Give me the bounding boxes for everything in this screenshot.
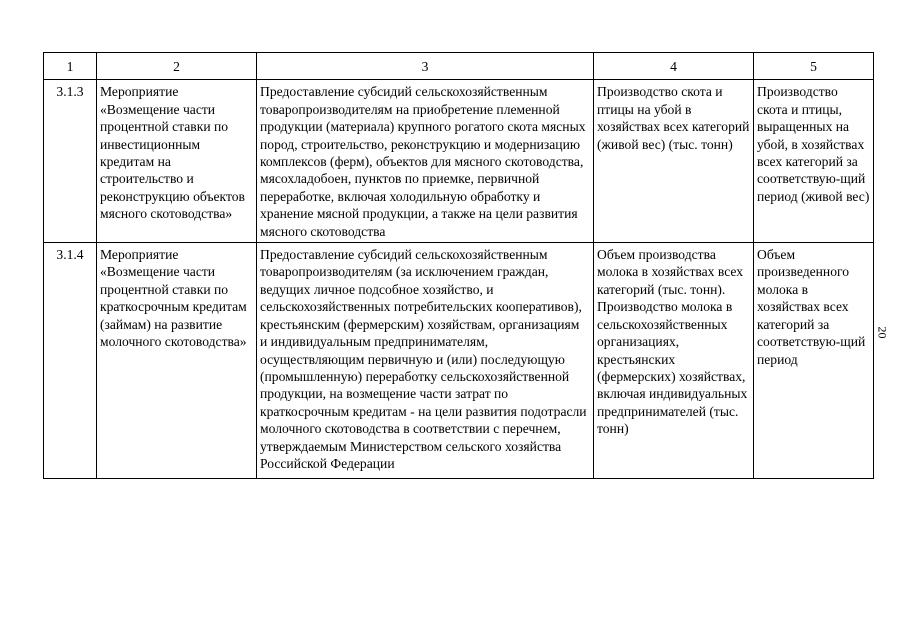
program-table [43, 52, 874, 479]
column-header-5: 5 [754, 53, 874, 80]
row-number: 3.1.4 [44, 243, 97, 479]
event-description: Предоставление субсидий сельскохозяйственным товаропроизводителям (за исключением граждан, ведущих личное подсобное хозяйство, и сельскохозяйственных потребительских кооперативов), крестьянским (фермерским) хозяйствам, организациям и индивидуальным предпринимателям, осуществляющим первичную и (или) последующую (промышленную) переработку сельскохозяйственной продукции, на возмещение части затрат по краткосрочным кредитам - на цели развития подотрасли молочного скотоводства в соответствии с перечнем, утверждаемым Министерством сельского хозяйства Российской Федерации [257, 243, 594, 479]
event-name: Мероприятие «Возмещение части процентной ставки по инвестиционным кредитам на строительство и реконструкцию объектов мясного скотоводства» [97, 80, 257, 243]
event-name: Мероприятие «Возмещение части процентной ставки по краткосрочным кредитам (займам) на развитие молочного скотоводства» [97, 243, 257, 479]
column-header-1: 1 [44, 53, 97, 80]
event-indicator: Объем производства молока в хозяйствах всех категорий (тыс. тонн). Производство молока в сельскохозяйственных организациях, крестьянских (фермерских) хозяйствах, включая индивидуальных предпринимателей (тыс. тонн) [594, 243, 754, 479]
column-header-2: 2 [97, 53, 257, 80]
column-header-4: 4 [594, 53, 754, 80]
event-indicator: Производство скота и птицы на убой в хозяйствах всех категорий (живой вес) (тыс. тонн) [594, 80, 754, 243]
table-row [44, 80, 874, 243]
row-number: 3.1.3 [44, 80, 97, 243]
table-header-row [44, 53, 874, 80]
event-result: Объем произведенного молока в хозяйствах всех категорий за соответствую-щий период [754, 243, 874, 479]
column-header-3: 3 [257, 53, 594, 80]
event-description: Предоставление субсидий сельскохозяйственным товаропроизводителям на приобретение племенной продукции (материала) крупного рогатого скота мясных пород, строительство, реконструкцию и модернизацию комплексов (ферм), объектов для мясного скотоводства, мясохладобоен, пунктов по приемке, первичной переработке, включая холодильную обработку и хранение мясной продукции, а также на цели развития мясного скотоводства [257, 80, 594, 243]
page-number: 20 [875, 326, 890, 339]
event-result: Производство скота и птицы, выращенных на убой, в хозяйствах всех категорий за соответствую-щий период (живой вес) [754, 80, 874, 243]
table-row [44, 243, 874, 479]
